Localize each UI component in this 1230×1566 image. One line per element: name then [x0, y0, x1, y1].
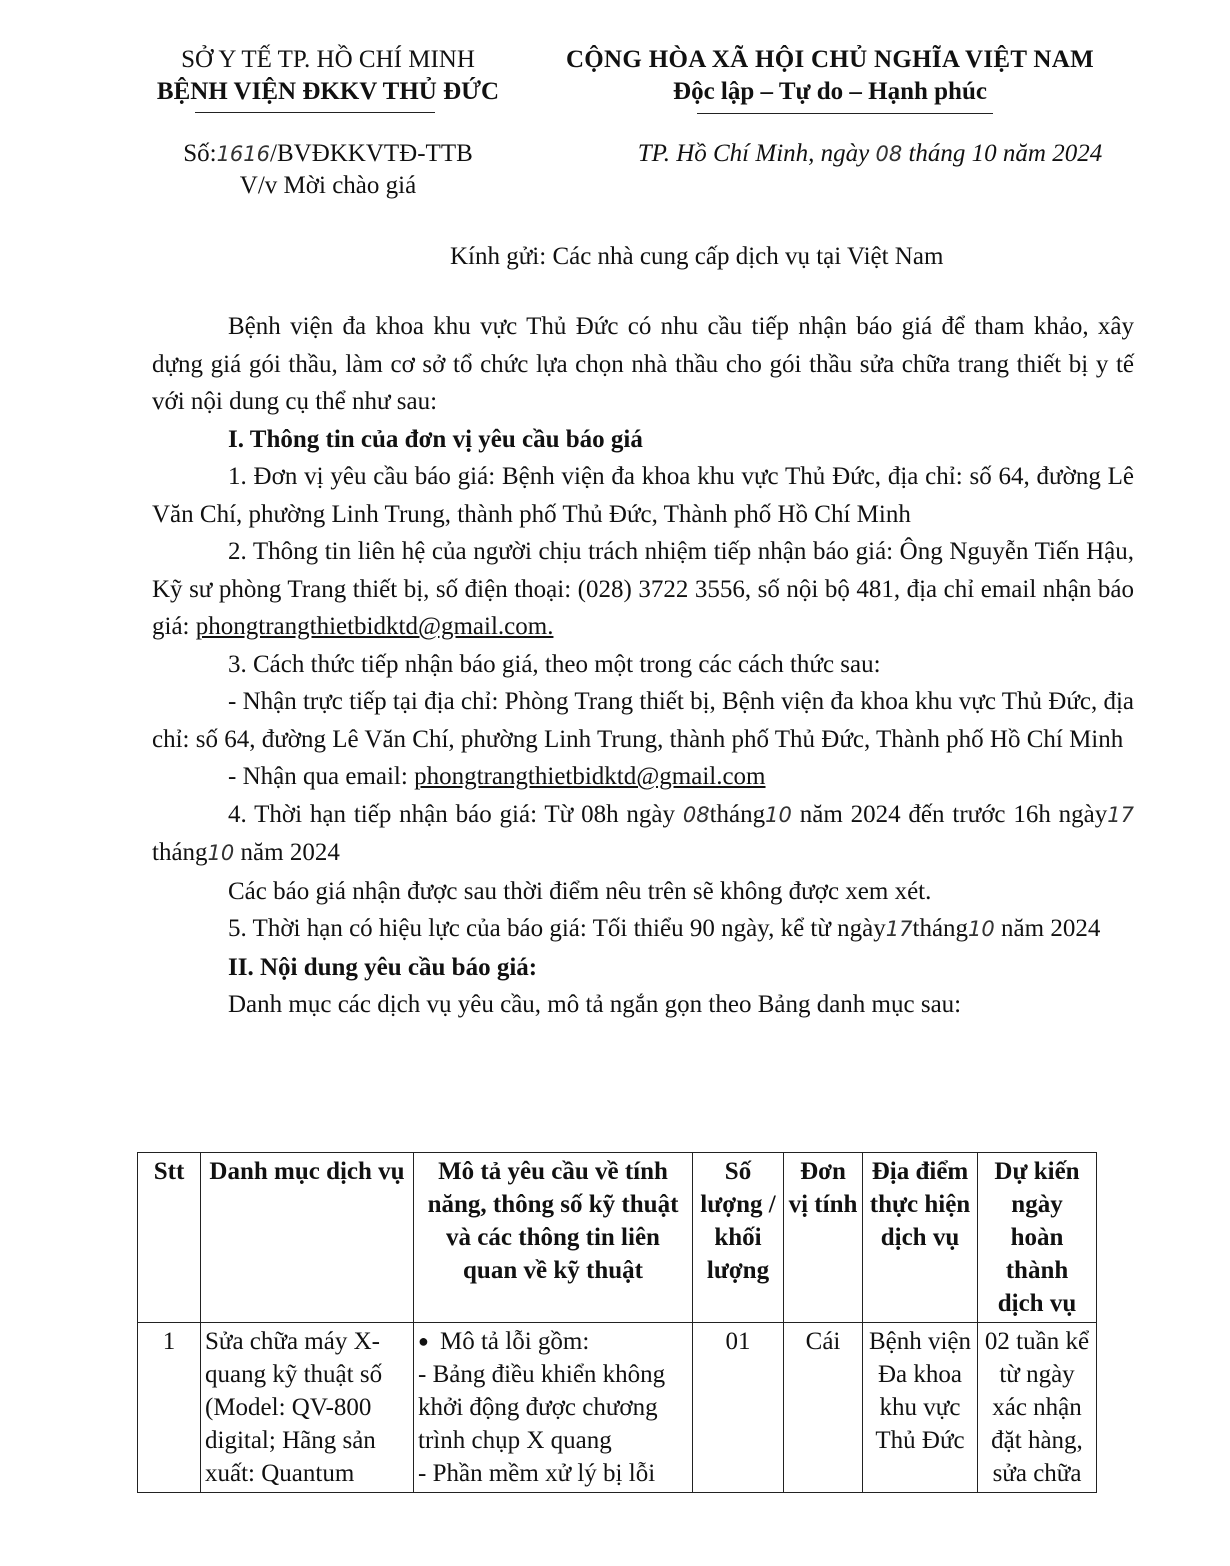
item-5-part-1: 5. Thời hạn có hiệu lực của báo giá: Tối thiểu 90 ngày, kể từ ngày [228, 915, 886, 942]
item-5-day-handwritten: 17 [885, 917, 913, 941]
item-3-direct: - Nhận trực tiếp tại địa chỉ: Phòng Trang thiết bị, Bệnh viện đa khoa khu vực Thủ Đức, địa chỉ: số 64, đường Lê Văn Chí, phường Linh Trung, thành phố Thủ Đức, Thành phố Hồ Chí Minh [152, 688, 1135, 753]
cell-due-date: 02 tuần kể từ ngày xác nhận đặt hàng, sửa chữa [978, 1323, 1097, 1493]
date-day-handwritten: 08 [875, 142, 903, 166]
nation-motto: Độc lập – Tự do – Hạnh phúc [673, 78, 987, 105]
service-list-table [137, 1152, 1097, 1493]
item-2 [152, 533, 1134, 646]
description-line-2: - Phần mềm xử lý bị lỗi [418, 1460, 656, 1487]
header-service: Danh mục dịch vụ [201, 1153, 414, 1323]
header-location: Địa điểm thực hiện dịch vụ [863, 1153, 978, 1323]
table-row [138, 1323, 1097, 1493]
cell-service: Sửa chữa máy X-quang kỹ thuật số (Model: QV-800 digital; Hãng sản xuất: Quantum [201, 1323, 414, 1493]
motto-underline [697, 113, 993, 114]
item-1: 1. Đơn vị yêu cầu báo giá: Bệnh viện đa khoa khu vực Thủ Đức, địa chỉ: số 64, đường Lê Văn Chí, phường Linh Trung, thành phố Thủ Đức, Thành phố Hồ Chí Minh [152, 463, 1134, 528]
section-1-title: I. Thông tin của đơn vị yêu cầu báo giá [228, 425, 643, 453]
item-2-text: 2. Thông tin liên hệ của người chịu trách nhiệm tiếp nhận báo giá: Ông Nguyễn Tiến Hậu, Kỹ sư phòng Trang thiết bị, số điện thoại: (028) 3722 3556, số nội bộ 481, địa chỉ email nhận báo giá: [152, 538, 1134, 640]
item-5-part-3: năm 2024 [1001, 915, 1101, 942]
item-4-part-3: năm 2024 đến trước 16h ngày [799, 800, 1108, 828]
salutation: Kính gửi: Các nhà cung cấp dịch vụ tại Việt Nam [450, 243, 944, 270]
item-2-email-link[interactable]: phongtrangthietbidktd@gmail.com. [195, 613, 554, 640]
header-quantity: Số lượng / khối lượng [693, 1153, 784, 1323]
item-3-email [152, 758, 1134, 796]
table-header-row [138, 1153, 1097, 1323]
description-line-1: - Bảng điều khiển không khởi động được chương trình chụp X quang [418, 1361, 666, 1454]
cell-stt: 1 [138, 1323, 201, 1493]
issuing-organization [128, 44, 528, 108]
item-3: 3. Cách thức tiếp nhận báo giá, theo một trong các cách thức sau: [228, 650, 881, 678]
item-4-day-1-handwritten: 08 [682, 802, 710, 827]
intro-paragraph: Bệnh viện đa khoa khu vực Thủ Đức có nhu cầu tiếp nhận báo giá để tham khảo, xây dựng giá gói thầu, làm cơ sở tổ chức lựa chọn nhà thầu cho gói thầu sửa chữa trang thiết bị y tế với nội dung cụ thể như sau: [152, 313, 1134, 415]
description-bullet-text: Mô tả lỗi gồm: [440, 1328, 590, 1355]
cell-location: Bệnh viện Đa khoa khu vực Thủ Đức [863, 1323, 978, 1493]
item-5-month-handwritten: 10 [968, 917, 995, 941]
item-5-part-2: tháng [912, 915, 969, 942]
item-4-part-2: tháng [709, 800, 766, 828]
item-4-month-1-handwritten: 10 [765, 802, 792, 827]
section-2-title: II. Nội dung yêu cầu báo giá: [228, 953, 538, 981]
cell-quantity: 01 [693, 1323, 784, 1493]
document-number-block [128, 138, 528, 202]
doc-number-prefix: Số: [183, 140, 217, 167]
org-line-1: SỞ Y TẾ TP. HỒ CHÍ MINH [181, 46, 475, 73]
date-suffix: tháng 10 năm 2024 [908, 140, 1103, 167]
nation-line-1: CỘNG HÒA XÃ HỘI CHỦ NGHĨA VIỆT NAM [565, 46, 1095, 73]
header-stt: Stt [138, 1153, 201, 1323]
header-description: Mô tả yêu cầu về tính năng, thông số kỹ thuật và các thông tin liên quan về kỹ thuật [414, 1153, 693, 1323]
document-body [152, 308, 1134, 1024]
document-subject: V/v Mời chào giá [239, 172, 417, 199]
national-heading [530, 44, 1130, 108]
header-unit: Đơn vị tính [784, 1153, 863, 1323]
item-4-part-1: 4. Thời hạn tiếp nhận báo giá: Từ 08h ngày [228, 800, 676, 828]
item-4-part-4: tháng [152, 839, 208, 866]
doc-number-suffix: /BVĐKKVTĐ-TTB [270, 140, 473, 167]
late-note: Các báo giá nhận được sau thời điểm nêu trên sẽ không được xem xét. [228, 877, 932, 905]
header-due-date: Dự kiến ngày hoàn thành dịch vụ [978, 1153, 1097, 1323]
document-number [128, 138, 528, 170]
doc-number-handwritten: 1616 [216, 142, 271, 166]
item-4-month-2-handwritten: 10 [207, 841, 235, 865]
item-4 [152, 796, 1134, 873]
item-4-part-5: năm 2024 [240, 839, 340, 866]
cell-description [414, 1323, 693, 1493]
date-prefix: TP. Hồ Chí Minh, ngày [637, 140, 870, 167]
table-intro: Danh mục các dịch vụ yêu cầu, mô tả ngắn gọn theo Bảng danh mục sau: [228, 991, 962, 1018]
org-underline [195, 112, 435, 113]
item-4-day-2-handwritten: 17 [1107, 802, 1135, 827]
item-3-email-text: - Nhận qua email: [228, 763, 408, 790]
document-date [590, 138, 1150, 170]
cell-unit: Cái [784, 1323, 863, 1493]
description-bullet [418, 1325, 688, 1358]
item-3-email-link[interactable]: phongtrangthietbidktd@gmail.com [414, 763, 766, 790]
org-line-2: BỆNH VIỆN ĐKKV THỦ ĐỨC [156, 78, 500, 105]
bullet-dot-icon: ● [418, 1331, 429, 1351]
item-5 [152, 910, 1134, 949]
